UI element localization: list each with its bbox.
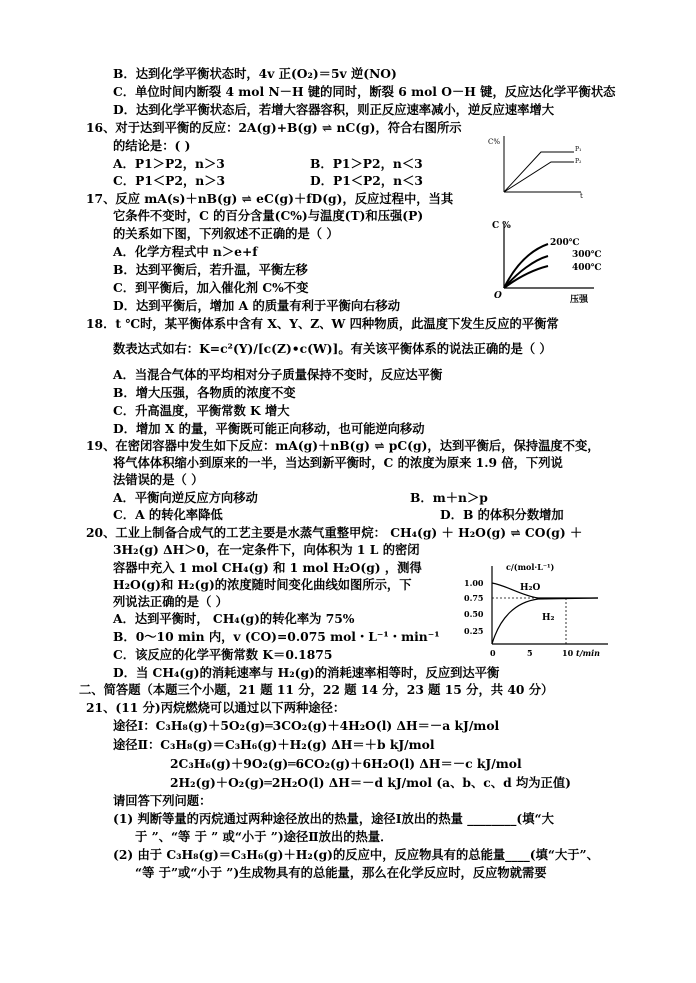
fig20-h2o-curve [492, 583, 598, 598]
text-line: 途径Ⅱ：C₃H₈(g)＝C₃H₆(g)＋H₂(g) ΔH＝＋b kJ/mol [113, 737, 435, 752]
text-line: 二、简答题（本题三个小题，21 题 11 分，22 题 14 分，23 题 15 分，共 40 分） [79, 682, 554, 697]
text-line: 的关系如下图，下列叙述不正确的是（ ） [113, 226, 339, 241]
text-line: D．达到化学平衡状态后，若增大容器容积，则正反应速率减小，逆反应速率增大 [113, 102, 555, 117]
fig16-p1-curve [504, 152, 574, 192]
fig20-ytick-100: 1.00 [464, 578, 484, 588]
fig20-ytick-050: 0.50 [464, 609, 484, 619]
text-line: 16、对于达到平衡的反应：2A(g)+B(g) ⇌ nC(g)，符合右图所示 [86, 120, 462, 135]
fig16-p1-label: P₁ [575, 146, 582, 153]
text-line: 19、在密闭容器中发生如下反应：mA(g)＋nB(g) ⇌ pC(g)，达到平衡后，保持温度不变， [86, 438, 600, 453]
text-line: 的结论是：( ) [113, 138, 191, 153]
text-line: A．当混合气体的平均相对分子质量保持不变时，反应达平衡 [113, 367, 443, 382]
fig16-p2-label: P₂ [575, 158, 582, 165]
text-line: A．达到平衡时， CH₄(g)的转化率为 75% [113, 611, 355, 626]
text-line: A．P1＞P2，n＞3 [113, 156, 225, 171]
figure-16 [486, 132, 586, 202]
figure-20 [458, 562, 618, 662]
fig16-p2-curve [504, 162, 574, 192]
text-line: C．该反应的化学平衡常数 K＝0.1875 [113, 647, 333, 662]
fig20-ylabel: c/(mol·L⁻¹) [506, 562, 555, 572]
fig20-h2-label: H₂ [542, 613, 555, 623]
text-line: 请回答下列问题： [113, 793, 212, 808]
text-line: 法错误的是（ ） [113, 472, 204, 487]
fig20-h2o-label: H₂O [520, 583, 541, 593]
text-line: 容器中充入 1 mol CH₄(g) 和 1 mol H₂O(g) ，测得 [113, 560, 422, 575]
text-line: D．达到平衡后，增加 A 的质量有利于平衡向右移动 [113, 298, 401, 313]
text-line: D．P1＜P2，n＜3 [310, 173, 423, 188]
text-line: 数表达式如右：K=c²(Y)/[c(Z)•c(W)]。有关该平衡体系的说法正确的是（ ） [113, 341, 552, 356]
fig17-origin: O [494, 291, 502, 301]
text-line: (1) 判断等量的丙烷通过两种途径放出的热量，途径Ⅰ放出的热量 ________(填“大 [113, 811, 554, 826]
text-line: D．B 的体积分数增加 [440, 507, 564, 522]
text-line: 将气体体积缩小到原来的一半，当达到新平衡时，C 的浓度为原来 1.9 倍，下列说 [113, 455, 563, 470]
text-line: C．A 的转化率降低 [113, 507, 223, 522]
fig17-series-400: 400℃ [572, 263, 602, 273]
text-line: B．P1＞P2，n＜3 [310, 156, 423, 171]
text-line: D．当 CH₄(g)的消耗速率与 H₂(g)的消耗速率相等时，反应到达平衡 [113, 665, 500, 680]
text-line: “等 于”或“小于 ”)生成物具有的总能量，那么在化学反应时，反应物就需要 [135, 865, 547, 880]
text-line: C．P1＜P2，n＞3 [113, 173, 226, 188]
text-line: B．增大压强，各物质的浓度不变 [113, 385, 296, 400]
fig16-xlabel: t [580, 192, 583, 200]
text-line: 于 ”、“等 于 ” 或“小于 ”)途径Ⅱ放出的热量． [135, 829, 393, 844]
figure-17 [486, 214, 606, 306]
text-line: A．平衡向逆反应方向移动 [113, 490, 258, 505]
fig20-xtick-5: 5 [527, 648, 533, 658]
text-line: B．达到化学平衡状态时，4v 正(O₂)＝5v 逆(NO) [113, 66, 397, 81]
fig20-ytick-025: 0.25 [464, 626, 484, 636]
text-line: 2H₂(g)＋O₂(g)═2H₂O(l) ΔH＝－d kJ/mol (a、b、c、d 均为正值) [170, 775, 571, 790]
text-line: B．达到平衡后，若升温，平衡左移 [113, 262, 308, 277]
text-line: 它条件不变时，C 的百分含量(C%)与温度(T)和压强(P) [113, 208, 424, 223]
text-line: 18．t ℃时，某平衡体系中含有 X、Y、Z、W 四种物质，此温度下发生反应的平衡常 [86, 316, 559, 331]
text-line: A．化学方程式中 n＞e+f [113, 244, 258, 259]
text-line: 17、反应 mA(s)＋nB(g) ⇌ eC(g)＋fD(g)，反应过程中，当其 [86, 191, 454, 206]
fig16-ylabel: C% [488, 138, 501, 146]
text-line: C．升高温度，平衡常数 K 增大 [113, 403, 290, 418]
fig17-xlabel: 压强 [570, 295, 589, 305]
text-line: 21、(11 分)丙烷燃烧可以通过以下两种途径： [86, 700, 346, 715]
text-line: H₂O(g)和 H₂(g)的浓度随时间变化曲线如图所示，下 [113, 577, 412, 592]
text-line: C．到平衡后，加入催化剂 C%不变 [113, 280, 309, 295]
text-line: D．增加 X 的量，平衡既可能正向移动，也可能逆向移动 [113, 421, 425, 436]
text-line: 列说法正确的是（ ） [113, 594, 228, 609]
text-line: 3H₂(g) ΔH＞0，在一定条件下，向体积为 1 L 的密闭 [113, 542, 420, 557]
fig20-xtick-0: 0 [490, 648, 496, 658]
text-line: C．单位时间内断裂 4 mol N－H 键的同时，断裂 6 mol O－H 键，反应达化学平衡状态 [113, 84, 616, 99]
text-line: B．0～10 min 内，v (CO)=0.075 mol・L⁻¹・min⁻¹ [113, 629, 440, 644]
fig20-xlabel: t/min [576, 648, 600, 658]
fig20-ytick-075: 0.75 [464, 593, 484, 603]
text-line: 20、工业上制备合成气的工艺主要是水蒸气重整甲烷： CH₄(g) ＋ H₂O(g) ⇌ CO(g) ＋ [86, 525, 583, 540]
text-line: (2) 由于 C₃H₈(g)＝C₃H₆(g)＋H₂(g)的反应中，反应物具有的总能量____(填“大于”、 [113, 847, 599, 862]
text-line: B．m＋n＞p [410, 490, 488, 505]
fig20-xtick-10: 10 [562, 648, 574, 658]
fig17-series-300: 300℃ [572, 250, 602, 260]
fig17-ylabel: C % [492, 221, 511, 231]
fig17-series-200: 200℃ [550, 238, 580, 248]
text-line: 途径Ⅰ：C₃H₈(g)＋5O₂(g)═3CO₂(g)＋4H₂O(l) ΔH＝－a kJ/mol [113, 718, 500, 733]
text-line: 2C₃H₆(g)＋9O₂(g)═6CO₂(g)＋6H₂O(l) ΔH＝－c kJ/mol [170, 756, 522, 771]
